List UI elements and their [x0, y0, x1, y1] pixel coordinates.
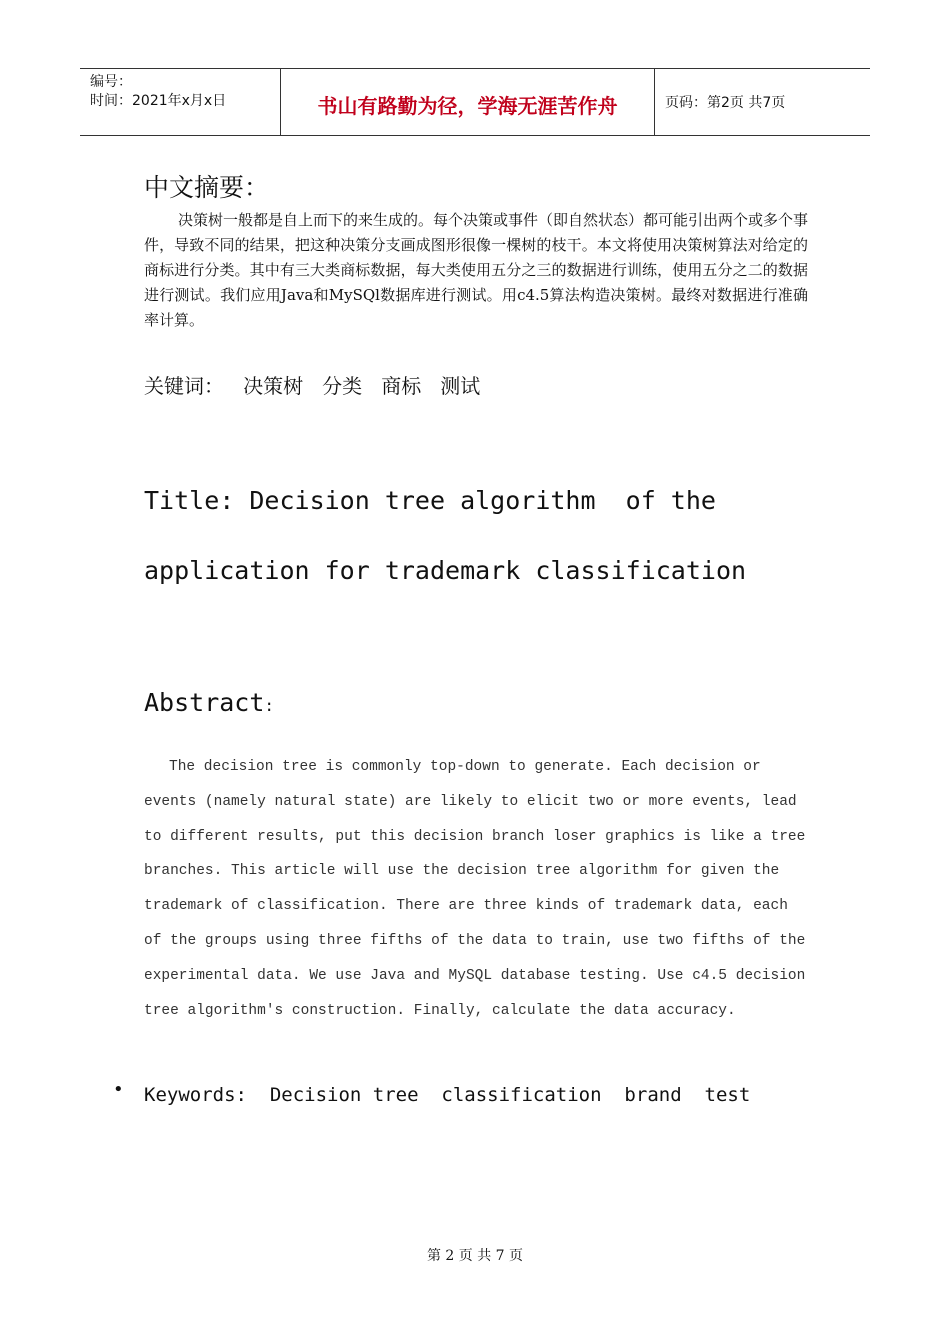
english-title: Title: Decision tree algorithm of the application for trademark classification: [144, 486, 747, 585]
english-keywords: Keywords: Decision tree classification brand test: [144, 1084, 751, 1106]
chinese-keywords: 关键词： 决策树 分类 商标 测试: [144, 374, 481, 398]
chinese-abstract-title: 中文摘要：: [144, 173, 270, 202]
english-abstract-heading: [144, 688, 274, 717]
abstract-heading-text: Abstract: [144, 688, 265, 717]
english-abstract-text: The decision tree is commonly top-down to generate. Each decision or events (namely natural state) are likely to elicit two or more events, lead to different results, put this decision branch loser graphics is like a tree branches. This article will use the decision tree algorithm for given the trademark of classification. There are three kinds of trademark data, each of the groups using three fifths of the data to train, use two fifths of the experimental data. We use Java and MySQL database testing. Use c4.5 decision tree algorithm's construction. Finally, calculate the data accuracy.: [144, 759, 806, 1019]
keywords-bullet: •: [113, 1079, 124, 1100]
page-header: [80, 68, 870, 136]
header-motto: 书山有路勤为径，学海无涯苦作舟: [281, 69, 655, 135]
time-label: 时间：2021年x月x日: [90, 93, 227, 109]
page-footer: 第 2 页 共 7 页: [426, 1248, 524, 1264]
header-meta: [80, 69, 281, 135]
abstract-heading-colon: :: [264, 696, 275, 715]
number-label: 编号：: [90, 74, 132, 90]
chinese-abstract-text: 决策树一般都是自上而下的来生成的。每个决策或事件（即自然状态）都可能引出两个或多个事件，导致不同的结果，把这种决策分支画成图形很像一棵树的枝干。本文将使用决策树算法对给定的商标进行分类。其中有三大类商标数据，每大类使用五分之三的数据进行训练，使用五分之二的数据进行测试。我们应用Java和MySQl数据库进行测试。用c4.5算法构造决策树。最终对数据进行准确率计算。: [144, 211, 809, 329]
header-page-code: 页码：第2页 共7页: [665, 95, 786, 111]
